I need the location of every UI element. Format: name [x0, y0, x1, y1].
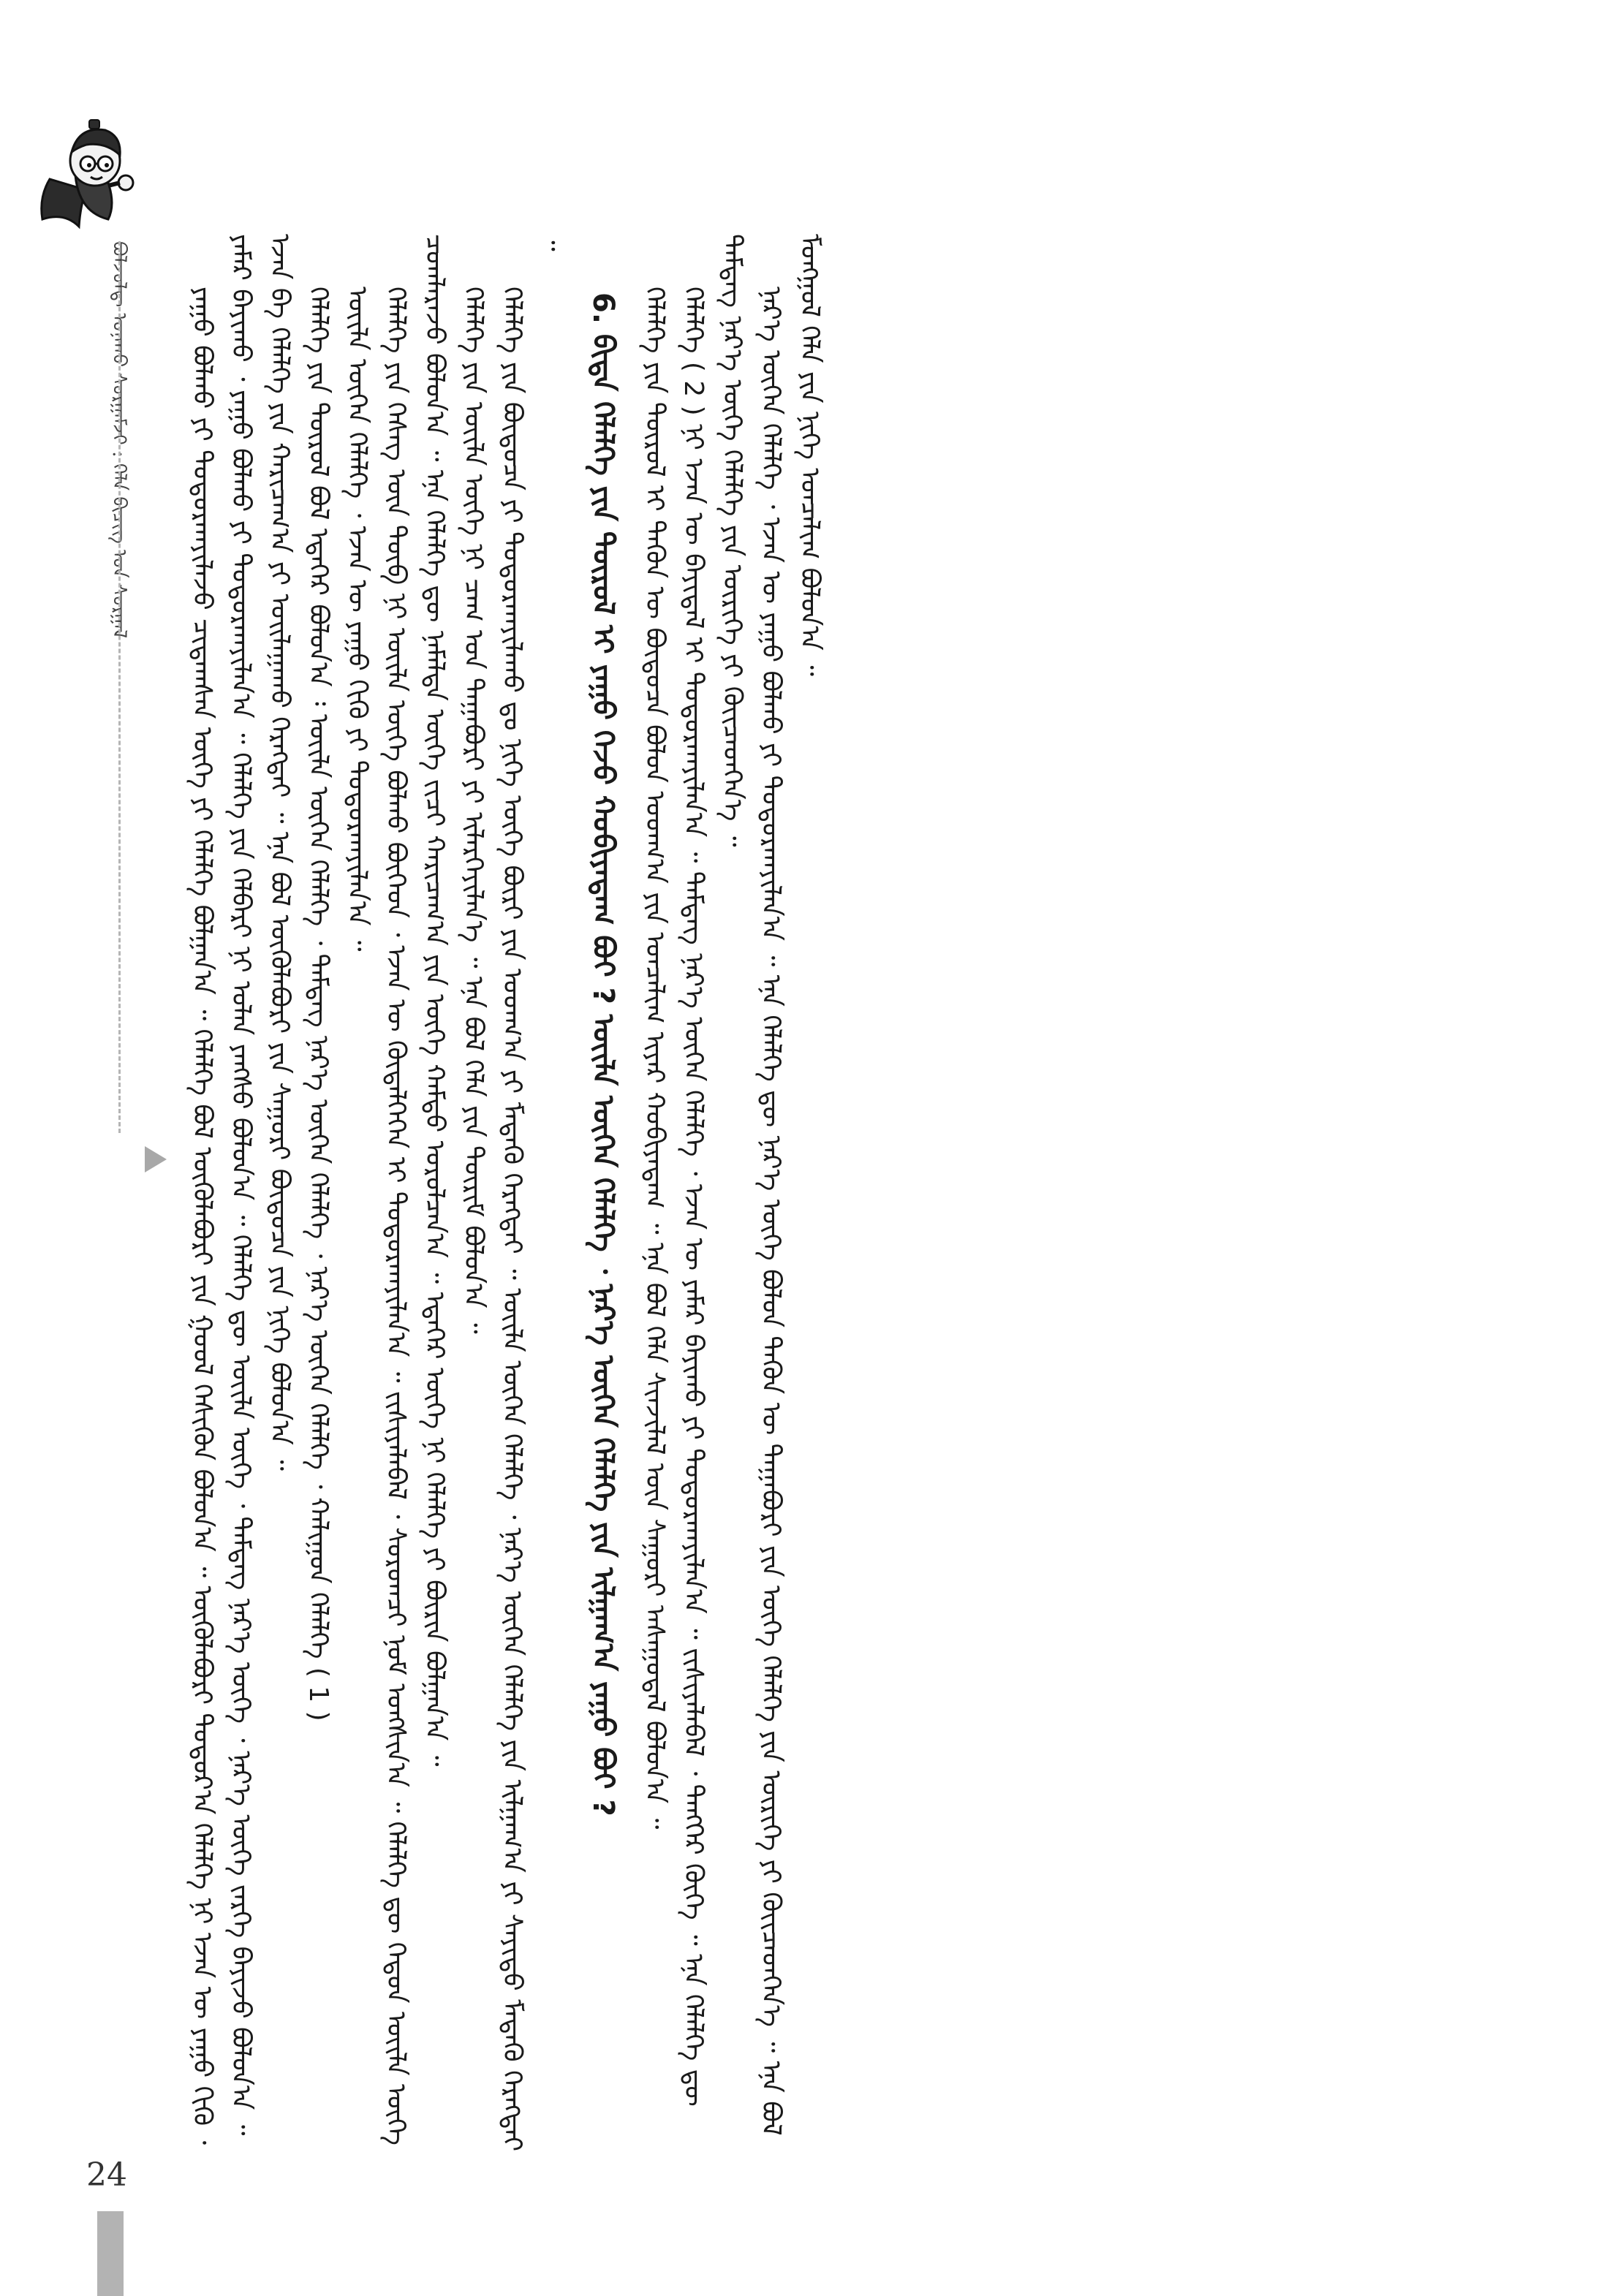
paragraph: ᠦᠢᠯᠡ ᠦᠭᠡᠨ ᠬᠡᠯᠡᠯᠭᠡ ᠂ ᠡᠵᠡᠨ ᠦ ᠶᠠᠭᠤ ᠬᠢᠬᠦ ᠶᠢ ᠲᠣᠳᠣᠷᠬᠠᠶᠢᠯᠠᠨ᠎ᠠ ᠃: [342, 287, 372, 952]
paragraph: ᠬᠡᠯᠡᠯᠭᠡ ᠶᠢᠨ ᠪᠦᠲᠦᠴᠡ ᠶᠢ ᠲᠣᠳᠣᠷᠬᠠᠶᠢᠯᠠᠬᠤ ᠳᠤ ᠨᠢᠭᠡ ᠦᠭᠡ ᠪᠦᠷᠢ ᠶᠢᠨ ᠤᠳᠬ᠎ᠠ ᠶᠢ ᠮᠡᠳᠡᠬᠦ ᠬᠡᠷᠡᠭᠲᠡᠢ ᠃ ᠦᠢᠯᠡ ᠦᠭᠡᠨ ᠬᠡᠯᠡᠯᠭᠡ ᠂ ᠨᠡᠷ᠎ᠡ ᠦᠭᠡᠨ ᠬᠡᠯᠡᠯᠭᠡ ᠶᠢᠨ ᠢᠯᠭᠠᠭ᠎ᠠ ᠶᠢ ᠰᠠᠶᠢᠲᠤ ᠮᠡᠳᠡᠬᠦ ᠬᠡᠷᠡᠭᠲᠡᠢ ᠃: [497, 234, 566, 2152]
paragraph: ᠨᠡᠷ᠎ᠡ ᠦᠭᠡᠨ ᠬᠡᠯᠡᠯᠭᠡ ᠂ ᠡᠵᠡᠨ ᠦ ᠶᠠᠭᠤ ᠪᠣᠯᠬᠤ ᠶᠢ ᠲᠣᠳᠣᠷᠬᠠᠶᠢᠯᠠᠨ᠎ᠠ ᠃ ᠡᠨᠡ ᠬᠡᠯᠡᠯᠭᠡ ᠳᠦ ᠨᠡᠷ᠎ᠡ ᠦᠭᠡ ᠪᠣᠯᠤᠨ ᠲᠡᠭᠦᠨ ᠦ ᠳᠠᠭᠠᠪᠤᠷᠢ ᠶᠢᠨ ᠦᠭᠡ ᠬᠡᠯᠡᠯᠭᠡ ᠶᠢᠨ ᠦᠷᠢᠭᠡ ᠶᠢ ᠭᠦᠢᠴᠡᠳᠬᠡᠨ᠎ᠡ ᠃ ᠡᠨᠡ ᠪᠣᠯ ᠮᠣᠩᠭᠣᠯ ᠬᠡᠯᠡ ᠶᠢᠨ ᠨᠢᠭᠡ ᠣᠨᠴᠠᠯᠢᠭ ᠪᠣᠯᠤᠨ᠎ᠠ ᠃: [756, 234, 825, 2136]
paragraph: ᠬᠡᠯᠡᠯᠭᠡ ᠶᠢᠨ ᠲᠥᠷᠥᠯ ᠢ ᠲᠡᠭᠦᠨ ᠦ ᠪᠦᠲᠦᠴᠡ ᠪᠣᠯᠤᠨ ᠤᠳᠬ᠎ᠠ ᠶᠢᠨ ᠣᠨᠴᠠᠯᠢᠭ ᠢᠶᠠᠷ ᠬᠤᠪᠢᠶᠠᠳᠠᠭ ᠃ ᠡᠨᠡ ᠪᠣᠯ ᠬᠡᠯᠡ ᠰᠢᠨᠵᠢᠯᠡᠯ ᠦᠨ ᠰᠠᠭᠤᠷᠢ ᠠᠰᠠᠭᠤᠳᠠᠯ ᠪᠣᠯᠤᠨ᠎ᠠ ᠃: [640, 287, 670, 1830]
paragraph: ᠬᠡᠯᠡᠯᠭᠡ ᠶᠢᠨ ᠲᠥᠷᠥᠯ ᠪᠣᠯ ᠡᠳᠡᠭᠡᠷ ᠪᠣᠯᠤᠨ᠎ᠠ ᠄ ᠦᠢᠯᠡ ᠦᠭᠡᠨ ᠬᠡᠯᠡᠯᠭᠡ ᠂ ᠲᠡᠮᠳᠡᠭ ᠨᠡᠷ᠎ᠡ ᠦᠭᠡᠨ ᠬᠡᠯᠡᠯᠭᠡ ᠂ ᠨᠡᠷ᠎ᠡ ᠦᠭᠡᠨ ᠬᠡᠯᠡᠯᠭᠡ ᠂ ᠬᠠᠯᠢᠭᠤᠨ ᠬᠡᠯᠡᠯᠭᠡ ( 1 ): [303, 287, 333, 1721]
header-divider: [118, 241, 121, 1133]
page-edge-tab: [97, 2211, 124, 2296]
main-text: [183, 234, 1440, 2164]
running-header: [29, 110, 135, 1162]
paragraph: ᠬᠡᠯᠡᠯᠭᠡ ᠶᠢᠨ ᠦᠢᠯᠡ ᠦᠭᠡ ᠨᠢ ᠴᠠᠭ ᠤᠨ ᠳᠠᠭᠠᠪᠤᠷᠢ ᠶᠢ ᠢᠯᠡᠷᠬᠡᠶᠢᠯᠡᠨ᠎ᠡ ᠃ ᠡᠨᠡ ᠪᠣᠯ ᠬᠡᠯᠡ ᠶᠢᠨ ᠳᠦᠷᠢᠮ ᠪᠣᠯᠤᠨ᠎ᠠ ᠃: [458, 287, 488, 1334]
running-title: ᠪᠣᠯᠵᠣᠯᠳ᠋ ᠤᠨᠠᠬᠤ ᠰᠤᠷᠭᠠᠮᠵᠢ : ᠬᠡᠯᠡ ᠪᠢᠴᠢᠭ ᠤᠨ ᠰᠤᠷᠭᠠᠯ: [108, 241, 130, 639]
question-heading: 6. ᠪᠢᠳᠡ ᠬᠡᠯᠡᠯᠭᠡ ᠶᠢᠨ ᠲᠥᠷᠥᠯ ᠢ ᠶᠠᠭᠤ ᠭᠡᠵᠦ ᠬᠤᠪᠢᠶᠠᠳᠠᠭ ᠪᠤᠢ ? ᠦᠢᠯᠡ ᠦᠭᠡᠨ ᠬᠡᠯᠡᠯᠭᠡ ᠂ ᠨᠡᠷ᠎ᠡ ᠦᠭᠡᠨ ᠬᠡᠯᠡᠯᠭᠡ ᠶᠢᠨ ᠢᠯᠭᠠᠭ᠎ᠠ ᠶᠠᠭᠤ ᠪᠤᠢ ?: [586, 292, 620, 1816]
paragraph: ᠬᠡᠯᠡᠯᠭᠡ ( 2 ) ᠨᠢ ᠡᠵᠡᠨ ᠦ ᠪᠠᠶᠢᠳᠠᠯ ᠢ ᠲᠣᠳᠣᠷᠬᠠᠶᠢᠯᠠᠨ᠎ᠠ ᠃ ᠲᠡᠮᠳᠡᠭ ᠨᠡᠷ᠎ᠡ ᠦᠭᠡᠨ ᠬᠡᠯᠡᠯᠭᠡ ᠂ ᠡᠵᠡᠨ ᠦ ᠶᠠᠮᠠᠷ ᠪᠠᠶᠢᠬᠤ ᠶᠢ ᠲᠣᠳᠣᠷᠬᠠᠶᠢᠯᠠᠨ᠎ᠠ ᠃ ᠵᠢᠱᠢᠶᠡᠯᠡᠪᠡᠯ ᠂ ᠲᠡᠩᠭᠡᠷ ᠬᠥᠬᠡ ᠃ ᠡᠨᠡ ᠬᠡᠯᠡᠯᠭᠡ ᠳᠦ ᠲᠡᠮᠳᠡᠭ ᠨᠡᠷ᠎ᠡ ᠦᠭᠡ ᠬᠡᠯᠡᠯᠭᠡ ᠶᠢᠨ ᠦᠷᠢᠭᠡ ᠶᠢ ᠭᠦᠢᠴᠡᠳᠬᠡᠨ᠎ᠡ ᠃: [678, 234, 747, 2107]
cartoon-boy-icon: [35, 110, 137, 234]
page-number: 24: [86, 2156, 127, 2194]
paragraph: ᠶᠠᠭᠤ ᠪᠣᠯᠬᠤ ᠶᠢ ᠲᠣᠳᠣᠷᠬᠠᠶᠢᠯᠠᠵᠤ ᠴᠢᠳᠠᠭᠰᠠᠨ ᠦᠭᠡ ᠶᠢ ᠬᠡᠯᠡᠯᠭᠡ ᠪᠣᠯᠭᠠᠨ᠎ᠠ ᠃ ᠬᠡᠯᠡᠯᠭᠡ ᠪᠣᠯ ᠥᠭᠦᠯᠡᠪᠦᠷᠢ ᠶᠢᠨ ᠭᠣᠣᠯ ᠭᠡᠰᠢᠭᠦᠨ ᠪᠣᠯᠤᠨ᠎ᠠ ᠃ ᠥᠭᠦᠯᠡᠪᠦᠷᠢ ᠳᠣᠲᠣᠷ᠎ᠠ ᠬᠡᠯᠡᠯᠭᠡ ᠨᠢ ᠡᠵᠡᠨ ᠦ ᠶᠠᠭᠤ ᠬᠢᠬᠦ ᠂ ᠶᠠᠮᠠᠷ ᠪᠠᠶᠢᠬᠤ ᠂ ᠶᠠᠭᠤ ᠪᠣᠯᠬᠤ ᠶᠢ ᠲᠣᠳᠣᠷᠬᠠᠶᠢᠯᠠᠨ᠎ᠠ ᠃ ᠬᠡᠯᠡᠯᠭᠡ ᠶᠢᠨ ᠬᠡᠯᠪᠡᠷᠢ ᠨᠢ ᠣᠯᠠᠨ ᠶᠠᠩᠰᠤ ᠪᠣᠯᠤᠨ᠎ᠠ ᠃ ᠬᠡᠯᠡᠯᠭᠡ ᠳᠦ ᠦᠢᠯᠡ ᠦᠭᠡ ᠂ ᠲᠡᠮᠳᠡᠭ ᠨᠡᠷ᠎ᠡ ᠦᠭᠡ ᠂ ᠨᠡᠷ᠎ᠡ ᠦᠭᠡ ᠵᠡᠷᠭᠡ ᠪᠠᠶᠢᠵᠤ ᠪᠣᠯᠤᠨ᠎ᠠ ᠃ ᠡᠵᠡᠨ ᠪᠠ ᠬᠡᠯᠡᠯᠭᠡ ᠶᠢᠨ ᠬᠠᠷᠢᠴᠠᠭ᠎ᠠ ᠶᠢ ᠣᠢᠯᠠᠭᠠᠬᠤ ᠬᠡᠷᠡᠭᠲᠡᠢ ᠃ ᠡᠨᠡ ᠪᠣᠯ ᠥᠭᠦᠯᠡᠪᠦᠷᠢ ᠶᠢᠨ ᠰᠠᠭᠤᠷᠢ ᠪᠦᠲᠦᠴᠡ ᠶᠢᠨ ᠨᠢᠭᠡ ᠪᠣᠯᠤᠨ᠎ᠠ ᠃: [187, 234, 295, 2145]
paragraph: ᠬᠡᠯᠡᠯᠭᠡ ᠶᠢᠨ ᠬᠡᠰᠡᠭ ᠦᠨ ᠲᠥᠪ ᠨᠢ ᠦᠢᠯᠡ ᠦᠭᠡ ᠪᠣᠯᠬᠤ ᠪᠥᠭᠡᠳ ᠂ ᠡᠵᠡᠨ ᠦ ᠬᠥᠳᠡᠯᠭᠡᠭᠡᠨ ᠢ ᠲᠣᠳᠣᠷᠬᠠᠶᠢᠯᠠᠨ᠎ᠠ ᠃ ᠵᠢᠱᠢᠶᠡᠯᠡᠪᠡᠯ ᠂ ᠰᠤᠷᠤᠭᠴᠢ ᠨᠣᠮ ᠤᠩᠰᠢᠨ᠎ᠠ ᠃ ᠬᠡᠯᠡᠯᠭᠡ ᠳᠦ ᠬᠡᠳᠦᠨ ᠦᠢᠯᠡ ᠦᠭᠡ ᠴᠤᠭᠯᠠᠷᠠᠵᠤ ᠪᠣᠯᠤᠨ᠎ᠠ ᠃ ᠡᠨᠡ ᠬᠡᠯᠡᠯᠭᠡ ᠳᠦ ᠨᠡᠮᠡᠯᠲᠡ ᠦᠭᠡ ᠵᠢᠴᠢ ᠬᠠᠷᠢᠴᠠᠭ᠎ᠠ ᠶᠢᠨ ᠦᠭᠡ ᠬᠠᠮᠲᠤ ᠣᠷᠣᠯᠴᠠᠨ᠎ᠠ ᠃ ᠡᠳᠡᠭᠡᠷ ᠦᠭᠡ ᠨᠢ ᠬᠡᠯᠡᠯᠭᠡ ᠶᠢ ᠪᠦᠷᠢᠨ ᠪᠣᠯᠭᠠᠨ᠎ᠠ ᠃: [381, 234, 450, 2145]
triangle-marker-icon: [145, 1146, 167, 1172]
